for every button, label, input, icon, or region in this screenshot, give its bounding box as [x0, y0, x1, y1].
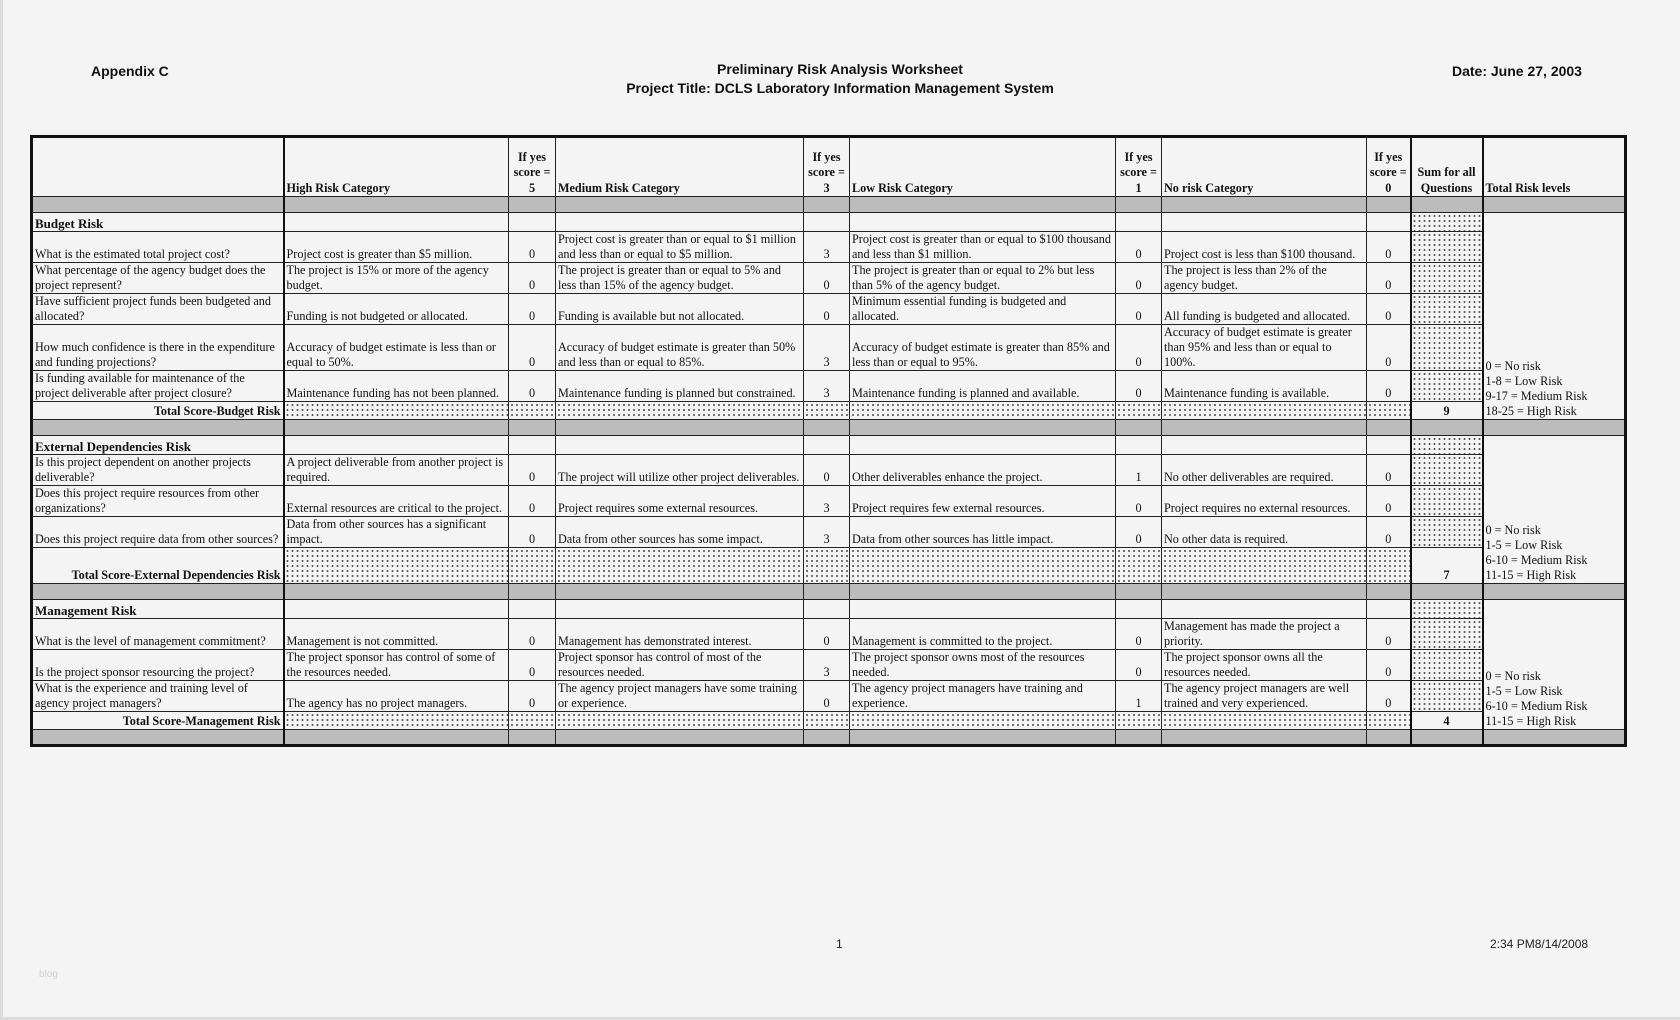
high-risk-text: Maintenance funding has not been planned.: [284, 371, 509, 402]
section-title-row: [32, 213, 1626, 232]
low-risk-text: The project is greater than or equal to 2% but less than 5% of the agency budget.: [850, 263, 1116, 294]
question-row: [32, 263, 1626, 294]
separator-row: [32, 584, 1626, 600]
separator-cell: [32, 420, 284, 436]
section-title-row: [32, 436, 1626, 455]
risk-level-entry: 0 = No risk: [1485, 359, 1541, 373]
shaded-cell: [1162, 402, 1367, 420]
medium-risk-score: 0: [804, 455, 850, 486]
question-text: Is this project dependent on another projects deliverable?: [32, 455, 284, 486]
no-risk-text: No other deliverables are required.: [1162, 455, 1367, 486]
medium-risk-text: Accuracy of budget estimate is greater than 50% and less than or equal to 85%.: [556, 325, 804, 371]
sum-cell: [1411, 371, 1483, 402]
separator-cell: [509, 420, 556, 436]
no-risk-score: 0: [1367, 371, 1411, 402]
page-number: 1: [836, 937, 843, 951]
high-risk-score: 0: [509, 681, 556, 712]
empty-cell: [1162, 600, 1367, 619]
question-row: [32, 371, 1626, 402]
question-text: Is funding available for maintenance of the project deliverable after project closure?: [32, 371, 284, 402]
question-row: [32, 232, 1626, 263]
separator-cell: [1483, 584, 1626, 600]
empty-cell: [850, 213, 1116, 232]
separator-cell: [556, 197, 804, 213]
high-risk-score: 0: [509, 371, 556, 402]
question-row: [32, 486, 1626, 517]
separator-cell: [509, 730, 556, 746]
separator-cell: [1116, 584, 1162, 600]
separator-cell: [1411, 197, 1483, 213]
question-row: [32, 619, 1626, 650]
risk-levels-legend: [1483, 213, 1626, 420]
question-row: [32, 650, 1626, 681]
high-risk-score: 0: [509, 619, 556, 650]
separator-cell: [284, 584, 509, 600]
separator-row: [32, 730, 1626, 746]
separator-cell: [1116, 730, 1162, 746]
worksheet-title: Preliminary Risk Analysis Worksheet: [717, 61, 963, 77]
high-risk-score: 0: [509, 650, 556, 681]
shaded-cell: [509, 712, 556, 730]
low-risk-text: The project sponsor owns most of the resources needed.: [850, 650, 1116, 681]
risk-level-entry: 9-17 = Medium Risk: [1485, 389, 1588, 403]
risk-level-entry: 11-15 = High Risk: [1485, 568, 1577, 582]
medium-risk-text: The agency project managers have some training or experience.: [556, 681, 804, 712]
separator-cell: [1411, 584, 1483, 600]
empty-cell: [804, 600, 850, 619]
medium-risk-score: 3: [804, 650, 850, 681]
low-risk-score: 0: [1116, 486, 1162, 517]
shaded-cell: [1367, 548, 1411, 584]
no-risk-score: 0: [1367, 681, 1411, 712]
empty-cell: [556, 600, 804, 619]
high-risk-score: 0: [509, 325, 556, 371]
high-risk-text: The project sponsor has control of some of the resources needed.: [284, 650, 509, 681]
header-question: [32, 137, 284, 197]
shaded-cell: [509, 402, 556, 420]
separator-cell: [1116, 197, 1162, 213]
shaded-cell: [1116, 402, 1162, 420]
sum-cell: [1411, 650, 1483, 681]
separator-cell: [1411, 420, 1483, 436]
low-risk-score: 0: [1116, 650, 1162, 681]
separator-cell: [1162, 420, 1367, 436]
sum-cell: [1411, 213, 1483, 232]
high-risk-text: The agency has no project managers.: [284, 681, 509, 712]
separator-row: [32, 197, 1626, 213]
medium-risk-score: 0: [804, 263, 850, 294]
separator-cell: [1367, 730, 1411, 746]
header-low-risk: Low Risk Category: [850, 137, 1116, 197]
header-high-risk: High Risk Category: [284, 137, 509, 197]
header-no-risk: No risk Category: [1162, 137, 1367, 197]
shaded-cell: [850, 712, 1116, 730]
shaded-cell: [1116, 712, 1162, 730]
no-risk-score: 0: [1367, 619, 1411, 650]
separator-cell: [850, 420, 1116, 436]
low-risk-text: Project cost is greater than or equal to $100 thousand and less than $1 million.: [850, 232, 1116, 263]
medium-risk-text: Maintenance funding is planned but constrained.: [556, 371, 804, 402]
shaded-cell: [850, 402, 1116, 420]
low-risk-text: Other deliverables enhance the project.: [850, 455, 1116, 486]
shaded-cell: [509, 548, 556, 584]
separator-cell: [509, 584, 556, 600]
medium-risk-text: The project is greater than or equal to 5% and less than 15% of the agency budget.: [556, 263, 804, 294]
header-medium-risk: Medium Risk Category: [556, 137, 804, 197]
shaded-cell: [1367, 712, 1411, 730]
question-text: What is the estimated total project cost?: [32, 232, 284, 263]
high-risk-score: 0: [509, 263, 556, 294]
low-risk-text: Data from other sources has little impact.: [850, 517, 1116, 548]
header-low-score: If yes score = 1: [1116, 137, 1162, 197]
column-header-row: [32, 137, 1626, 197]
separator-cell: [32, 197, 284, 213]
low-risk-score: 1: [1116, 455, 1162, 486]
question-text: Is the project sponsor resourcing the project?: [32, 650, 284, 681]
medium-risk-text: Project requires some external resources.: [556, 486, 804, 517]
medium-risk-score: 0: [804, 681, 850, 712]
header-no-risk-score: If yes score = 0: [1367, 137, 1411, 197]
risk-level-entry: 18-25 = High Risk: [1485, 404, 1577, 418]
empty-cell: [850, 436, 1116, 455]
sum-cell: [1411, 232, 1483, 263]
question-row: [32, 325, 1626, 371]
no-risk-score: 0: [1367, 517, 1411, 548]
separator-cell: [1483, 197, 1626, 213]
empty-cell: [1367, 600, 1411, 619]
question-text: Have sufficient project funds been budgeted and allocated?: [32, 294, 284, 325]
low-risk-score: 0: [1116, 325, 1162, 371]
low-risk-score: 1: [1116, 681, 1162, 712]
separator-cell: [509, 197, 556, 213]
empty-cell: [284, 600, 509, 619]
sum-cell: [1411, 681, 1483, 712]
separator-cell: [1162, 584, 1367, 600]
risk-level-entry: 1-5 = Low Risk: [1485, 684, 1563, 698]
shaded-cell: [556, 402, 804, 420]
medium-risk-text: Project cost is greater than or equal to $1 million and less than or equal to $5 million.: [556, 232, 804, 263]
no-risk-score: 0: [1367, 294, 1411, 325]
separator-cell: [850, 197, 1116, 213]
high-risk-text: The project is 15% or more of the agency budget.: [284, 263, 509, 294]
empty-cell: [1367, 436, 1411, 455]
empty-cell: [284, 436, 509, 455]
low-risk-score: 0: [1116, 517, 1162, 548]
separator-cell: [1162, 730, 1367, 746]
separator-cell: [1367, 584, 1411, 600]
risk-level-entry: 1-8 = Low Risk: [1485, 374, 1563, 388]
sum-cell: [1411, 619, 1483, 650]
low-risk-score: 0: [1116, 371, 1162, 402]
risk-worksheet-table: [30, 135, 1627, 747]
sum-cell: [1411, 325, 1483, 371]
empty-cell: [284, 213, 509, 232]
high-risk-text: Data from other sources has a significant impact.: [284, 517, 509, 548]
medium-risk-score: 3: [804, 325, 850, 371]
separator-cell: [1483, 420, 1626, 436]
low-risk-score: 0: [1116, 232, 1162, 263]
high-risk-text: Project cost is greater than $5 million.: [284, 232, 509, 263]
header-total-risk-levels: Total Risk levels: [1483, 137, 1626, 197]
medium-risk-score: 0: [804, 294, 850, 325]
no-risk-text: The project sponsor owns all the resources needed.: [1162, 650, 1367, 681]
no-risk-text: No other data is required.: [1162, 517, 1367, 548]
sum-cell: [1411, 263, 1483, 294]
total-score-value: 7: [1411, 548, 1483, 584]
separator-cell: [1162, 197, 1367, 213]
question-row: [32, 455, 1626, 486]
separator-cell: [32, 584, 284, 600]
no-risk-text: The agency project managers are well trained and very experienced.: [1162, 681, 1367, 712]
high-risk-text: Accuracy of budget estimate is less than or equal to 50%.: [284, 325, 509, 371]
total-score-row: [32, 402, 1626, 420]
empty-cell: [1116, 436, 1162, 455]
high-risk-score: 0: [509, 294, 556, 325]
separator-cell: [804, 730, 850, 746]
empty-cell: [556, 213, 804, 232]
sum-cell: [1411, 294, 1483, 325]
shaded-cell: [556, 712, 804, 730]
risk-level-entry: 6-10 = Medium Risk: [1485, 699, 1588, 713]
high-risk-text: Funding is not budgeted or allocated.: [284, 294, 509, 325]
medium-risk-score: 0: [804, 619, 850, 650]
low-risk-score: 0: [1116, 263, 1162, 294]
risk-levels-legend: [1483, 436, 1626, 584]
risk-levels-legend: [1483, 600, 1626, 730]
high-risk-score: 0: [509, 486, 556, 517]
question-text: What percentage of the agency budget does the project represent?: [32, 263, 284, 294]
shaded-cell: [1116, 548, 1162, 584]
no-risk-text: Maintenance funding is available.: [1162, 371, 1367, 402]
separator-cell: [804, 584, 850, 600]
watermark: blog: [39, 969, 58, 980]
question-row: [32, 681, 1626, 712]
medium-risk-text: Project sponsor has control of most of the resources needed.: [556, 650, 804, 681]
worksheet-date: Date: June 27, 2003: [1452, 63, 1582, 79]
separator-cell: [556, 730, 804, 746]
question-row: [32, 517, 1626, 548]
empty-cell: [1116, 600, 1162, 619]
separator-cell: [556, 420, 804, 436]
risk-level-entry: 6-10 = Medium Risk: [1485, 553, 1588, 567]
sum-cell: [1411, 486, 1483, 517]
empty-cell: [1162, 213, 1367, 232]
section-title: Management Risk: [32, 600, 284, 619]
no-risk-text: Management has made the project a priority.: [1162, 619, 1367, 650]
high-risk-score: 0: [509, 517, 556, 548]
no-risk-score: 0: [1367, 455, 1411, 486]
risk-level-entry: 11-15 = High Risk: [1485, 714, 1577, 728]
header-high-score: If yes score = 5: [509, 137, 556, 197]
shaded-cell: [284, 548, 509, 584]
separator-cell: [1483, 730, 1626, 746]
no-risk-score: 0: [1367, 232, 1411, 263]
medium-risk-text: Data from other sources has some impact.: [556, 517, 804, 548]
question-text: Does this project require resources from other organizations?: [32, 486, 284, 517]
shaded-cell: [1162, 548, 1367, 584]
low-risk-score: 0: [1116, 294, 1162, 325]
total-score-value: 4: [1411, 712, 1483, 730]
question-text: What is the level of management commitment?: [32, 619, 284, 650]
total-score-row: [32, 548, 1626, 584]
total-score-value: 9: [1411, 402, 1483, 420]
empty-cell: [556, 436, 804, 455]
low-risk-text: The agency project managers have training and experience.: [850, 681, 1116, 712]
shaded-cell: [804, 548, 850, 584]
question-text: How much confidence is there in the expenditure and funding projections?: [32, 325, 284, 371]
no-risk-text: Project requires no external resources.: [1162, 486, 1367, 517]
medium-risk-score: 3: [804, 232, 850, 263]
total-score-label: Total Score-Management Risk: [32, 712, 284, 730]
low-risk-text: Project requires few external resources.: [850, 486, 1116, 517]
total-score-row: [32, 712, 1626, 730]
question-text: Does this project require data from other sources?: [32, 517, 284, 548]
empty-cell: [509, 436, 556, 455]
high-risk-text: A project deliverable from another project is required.: [284, 455, 509, 486]
sum-cell: [1411, 517, 1483, 548]
project-title: Project Title: DCLS Laboratory Information Management System: [626, 80, 1054, 96]
medium-risk-score: 3: [804, 517, 850, 548]
header-medium-score: If yes score = 3: [804, 137, 850, 197]
question-row: [32, 294, 1626, 325]
separator-cell: [1116, 420, 1162, 436]
risk-level-entry: 1-5 = Low Risk: [1485, 538, 1563, 552]
shaded-cell: [284, 712, 509, 730]
separator-cell: [1367, 420, 1411, 436]
question-text: What is the experience and training level of agency project managers?: [32, 681, 284, 712]
separator-cell: [1411, 730, 1483, 746]
sum-cell: [1411, 436, 1483, 455]
separator-cell: [32, 730, 284, 746]
no-risk-score: 0: [1367, 263, 1411, 294]
shaded-cell: [1162, 712, 1367, 730]
shaded-cell: [556, 548, 804, 584]
separator-cell: [850, 584, 1116, 600]
risk-level-entry: 0 = No risk: [1485, 669, 1541, 683]
shaded-cell: [1367, 402, 1411, 420]
section-title: External Dependencies Risk: [32, 436, 284, 455]
low-risk-text: Management is committed to the project.: [850, 619, 1116, 650]
risk-level-entry: 0 = No risk: [1485, 523, 1541, 537]
separator-cell: [284, 730, 509, 746]
empty-cell: [1367, 213, 1411, 232]
empty-cell: [509, 600, 556, 619]
low-risk-text: Accuracy of budget estimate is greater than 85% and less than or equal to 95%.: [850, 325, 1116, 371]
no-risk-text: Project cost is less than $100 thousand.: [1162, 232, 1367, 263]
shaded-cell: [850, 548, 1116, 584]
separator-cell: [556, 584, 804, 600]
separator-cell: [1367, 197, 1411, 213]
empty-cell: [850, 600, 1116, 619]
no-risk-text: Accuracy of budget estimate is greater than 95% and less than or equal to 100%.: [1162, 325, 1367, 371]
medium-risk-text: The project will utilize other project deliverables.: [556, 455, 804, 486]
medium-risk-score: 3: [804, 486, 850, 517]
high-risk-text: Management is not committed.: [284, 619, 509, 650]
no-risk-score: 0: [1367, 325, 1411, 371]
total-score-label: Total Score-External Dependencies Risk: [32, 548, 284, 584]
no-risk-text: The project is less than 2% of the agency budget.: [1162, 263, 1367, 294]
appendix-label: Appendix C: [91, 63, 169, 79]
high-risk-text: External resources are critical to the project.: [284, 486, 509, 517]
no-risk-text: All funding is budgeted and allocated.: [1162, 294, 1367, 325]
total-score-label: Total Score-Budget Risk: [32, 402, 284, 420]
shaded-cell: [804, 402, 850, 420]
header-sum-questions: Sum for all Questions: [1411, 137, 1483, 197]
print-timestamp: 2:34 PM8/14/2008: [1490, 937, 1589, 951]
section-title: Budget Risk: [32, 213, 284, 232]
empty-cell: [804, 213, 850, 232]
sum-cell: [1411, 600, 1483, 619]
empty-cell: [1116, 213, 1162, 232]
no-risk-score: 0: [1367, 650, 1411, 681]
no-risk-score: 0: [1367, 486, 1411, 517]
low-risk-text: Minimum essential funding is budgeted and allocated.: [850, 294, 1116, 325]
medium-risk-text: Funding is available but not allocated.: [556, 294, 804, 325]
section-title-row: [32, 600, 1626, 619]
empty-cell: [804, 436, 850, 455]
high-risk-score: 0: [509, 232, 556, 263]
low-risk-score: 0: [1116, 619, 1162, 650]
separator-cell: [284, 420, 509, 436]
medium-risk-score: 3: [804, 371, 850, 402]
low-risk-text: Maintenance funding is planned and available.: [850, 371, 1116, 402]
separator-cell: [284, 197, 509, 213]
shaded-cell: [804, 712, 850, 730]
empty-cell: [1162, 436, 1367, 455]
separator-row: [32, 420, 1626, 436]
separator-cell: [850, 730, 1116, 746]
separator-cell: [804, 197, 850, 213]
medium-risk-text: Management has demonstrated interest.: [556, 619, 804, 650]
separator-cell: [804, 420, 850, 436]
high-risk-score: 0: [509, 455, 556, 486]
shaded-cell: [284, 402, 509, 420]
sum-cell: [1411, 455, 1483, 486]
empty-cell: [509, 213, 556, 232]
